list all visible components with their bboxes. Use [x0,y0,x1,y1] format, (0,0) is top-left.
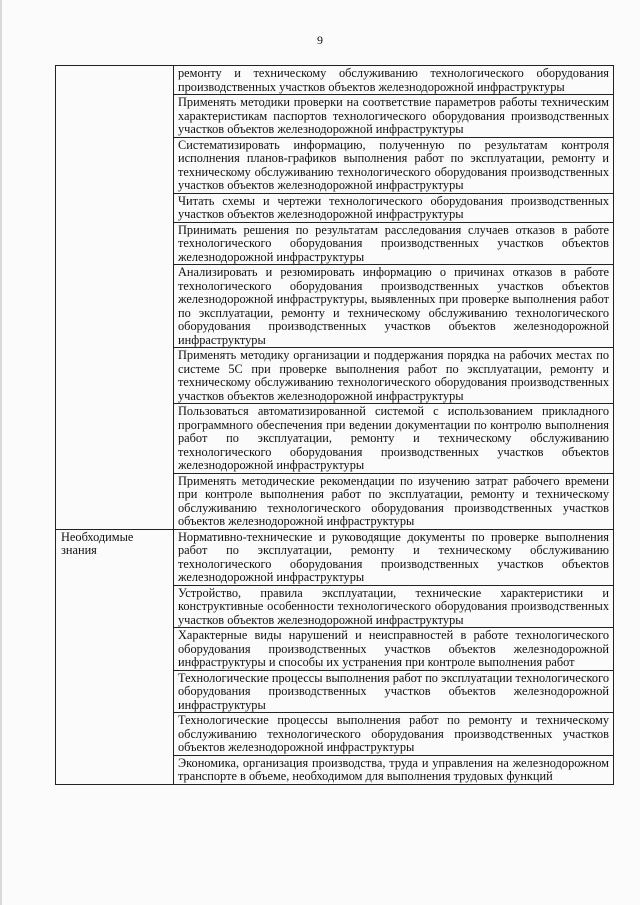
page-number: 9 [317,33,323,47]
table-row [56,529,614,585]
table-row [56,66,614,95]
scan-edge [0,0,2,905]
requirement-item: Нормативно-технические и руководящие документы по проверке выполнения работ по эксплуатации, ремонту и техническому обслуживанию технологического оборудования производственных участков объектов железнодорожной инфраструктуры [174,529,614,585]
requirements-table-body [56,66,614,785]
section-label: Необходимые знания [56,529,174,784]
requirements-table [55,65,614,785]
requirement-item: Читать схемы и чертежи технологического оборудования производственных участков объектов железнодорожной инфраструктуры [174,193,614,222]
requirement-item: Принимать решения по результатам расследования случаев отказов в работе технологического оборудования производственных участков объектов железнодорожной инфраструктуры [174,222,614,265]
requirement-item: Характерные виды нарушений и неисправностей в работе технологического оборудования производственных участков объектов железнодорожной инфраструктуры и способы их устранения при контроле выполнения работ [174,628,614,671]
requirement-item: Применять методики проверки на соответствие параметров работы техническим характеристикам паспортов технологического оборудования производственных участков объектов железнодорожной инфраструктуры [174,95,614,138]
requirement-item: Систематизировать информацию, полученную по результатам контроля исполнения планов-графиков выполнения работ по эксплуатации, ремонту и техническому обслуживанию технологического оборудования производственных участков объектов железнодорожной инфраструктуры [174,137,614,193]
requirement-item: Технологические процессы выполнения работ по ремонту и техническому обслуживанию технологического оборудования производственных участков объектов железнодорожной инфраструктуры [174,713,614,756]
requirement-item: Применять методику организации и поддержания порядка на рабочих местах по системе 5С при проверке выполнения работ по эксплуатации, ремонту и техническому обслуживанию технологического оборудования производственных участков объектов железнодорожной инфраструктуры [174,348,614,404]
requirement-item: Устройство, правила эксплуатации, технические характеристики и конструктивные особенности технологического оборудования производственных участков объектов железнодорожной инфраструктуры [174,585,614,628]
requirement-item: Экономика, организация производства, труда и управления на железнодорожном транспорте в объеме, необходимом для выполнения трудовых функций [174,755,614,784]
section-label [56,66,174,530]
requirement-item: Анализировать и резюмировать информацию о причинах отказов в работе технологического оборудования производственных участков объектов железнодорожной инфраструктуры, выявленных при проверке выполнения работ по эксплуатации, ремонту и техническому обслуживанию технологического оборудования производственных участков объектов железнодорожной инфраструктуры [174,265,614,348]
requirement-item: ремонту и техническому обслуживанию технологического оборудования производственных участков объектов железнодорожной инфраструктуры [174,66,614,95]
requirement-item: Пользоваться автоматизированной системой с использованием прикладного программного обеспечения при ведении документации по контролю выполнения работ по эксплуатации, ремонту и техническому обслуживанию технологического оборудования производственных участков объектов железнодорожной инфраструктуры [174,404,614,474]
requirement-item: Применять методические рекомендации по изучению затрат рабочего времени при контроле выполнения работ по эксплуатации, ремонту и техническому обслуживанию технологического оборудования производственных участков объектов железнодорожной инфраструктуры [174,473,614,529]
requirement-item: Технологические процессы выполнения работ по эксплуатации технологического оборудования производственных участков объектов железнодорожной инфраструктуры [174,670,614,713]
